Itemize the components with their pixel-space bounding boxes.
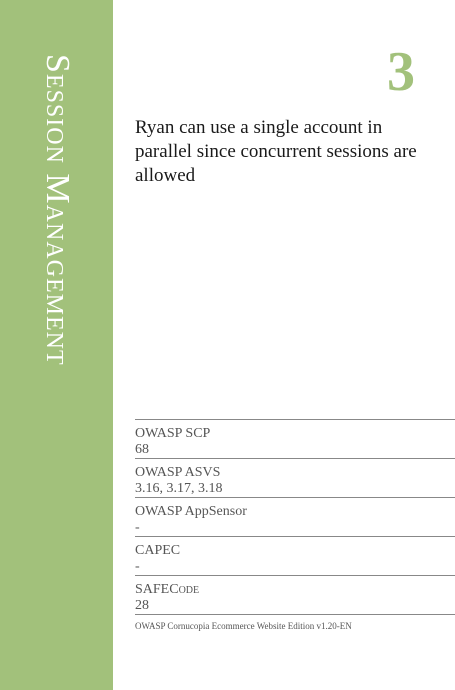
card-number: 3 [387, 41, 415, 103]
category-title: Session Management [39, 54, 76, 366]
reference-value: 3.16, 3.17, 3.18 [135, 481, 223, 496]
edition-footer: OWASP Cornucopia Ecommerce Website Edition v1.20-EN [135, 614, 455, 632]
reference-value: - [135, 520, 140, 535]
reference-label: OWASP ASVS [135, 465, 221, 480]
category-sidebar [0, 0, 113, 690]
reference-label: OWASP SCP [135, 426, 211, 441]
reference-value: 68 [135, 442, 149, 457]
reference-label: CAPEC [135, 543, 181, 558]
reference-owasp-asvs [135, 458, 455, 497]
reference-safecode [135, 575, 455, 614]
reference-owasp-appsensor [135, 497, 455, 536]
reference-label: OWASP AppSensor [135, 504, 247, 519]
reference-label: SAFECode [135, 582, 200, 597]
reference-value: 28 [135, 598, 149, 613]
card-description: Ryan can use a single account in parallel since concurrent sessions are allowed [135, 117, 417, 186]
reference-capec [135, 536, 455, 575]
references-list [135, 419, 455, 632]
reference-owasp-scp [135, 419, 455, 458]
reference-value: - [135, 559, 140, 574]
